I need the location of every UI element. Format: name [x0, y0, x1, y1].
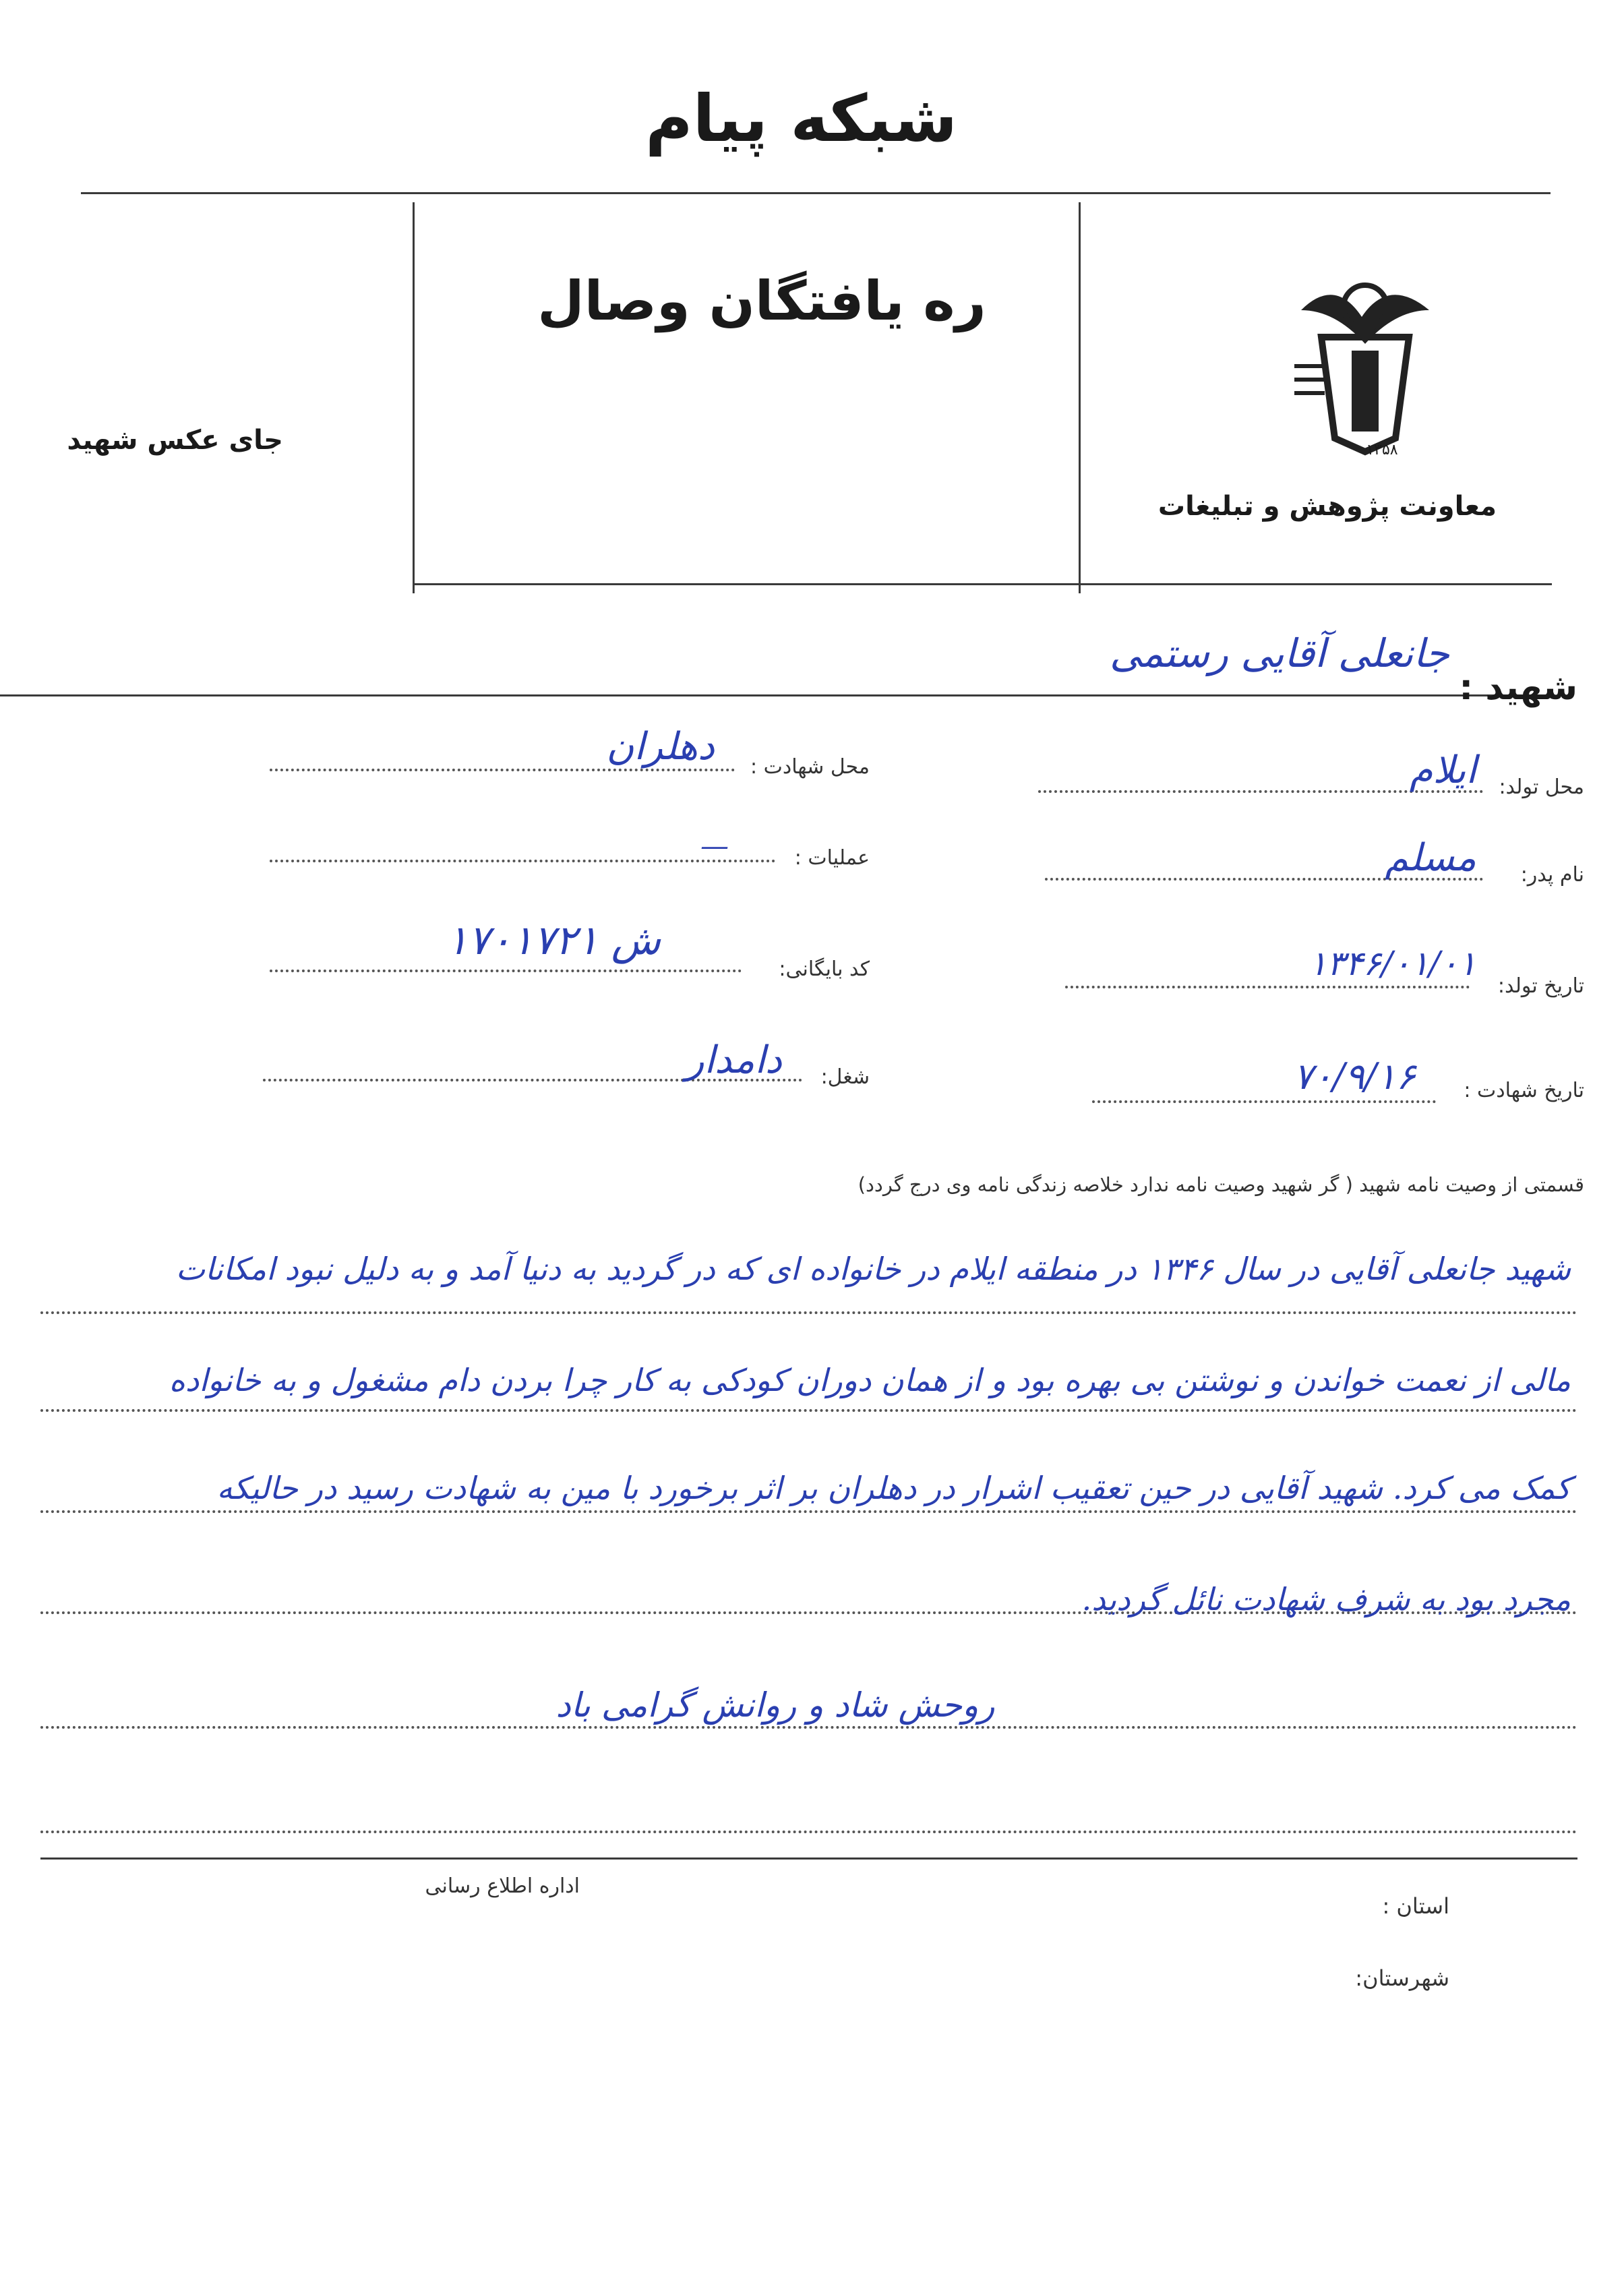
birth-date-line — [1065, 986, 1470, 988]
job-label: شغل: — [820, 1065, 870, 1089]
info-office: اداره اطلاع رسانی — [425, 1874, 580, 1898]
city-label: شهرستان: — [1355, 1965, 1449, 1991]
martyr-name: جانعلی آقایی رستمی — [1109, 630, 1449, 676]
father-label: نام پدر: — [1520, 863, 1584, 887]
photo-placeholder: جای عکس شهید — [67, 425, 283, 456]
operation-value: — — [700, 829, 729, 862]
operation-label: عملیات : — [794, 846, 870, 870]
will-rule-1 — [40, 1311, 1577, 1314]
will-line: شهید جانعلی آقایی در سال ۱۳۴۶ در منطقه ایلام در خانواده ای که در گردید به دنیا آمد و به دلیل نبود امکانات — [175, 1251, 1571, 1287]
department-name: معاونت پژوهش و تبلیغات — [1157, 491, 1497, 522]
name-row-rule — [0, 694, 1551, 696]
will-rule-2 — [40, 1409, 1577, 1412]
archive-code-value: ش ۱۷۰۱۷۲۱ — [446, 917, 661, 964]
header-top-rule — [81, 192, 1551, 194]
header-bottom-rule — [413, 583, 1552, 585]
province-label: استان : — [1382, 1893, 1449, 1919]
footer-rule — [40, 1857, 1577, 1860]
header-left-rule — [413, 202, 415, 593]
martyrdom-place-value: دهلران — [606, 725, 715, 769]
will-rule-5 — [40, 1726, 1577, 1729]
will-rule-3 — [40, 1510, 1577, 1513]
father-value: مسلم — [1385, 836, 1476, 880]
network-title: شبکه پیام — [645, 81, 957, 156]
will-line: کمک می کرد. شهید آقایی در حین تعقیب اشرار در دهلران بر اثر برخورد با مین به شهادت رسید در حالیکه — [216, 1470, 1571, 1506]
martyrdom-date-line — [1092, 1100, 1436, 1103]
will-rule-6 — [40, 1831, 1577, 1833]
martyrdom-place-label: محل شهادت : — [750, 755, 870, 779]
martyrdom-place-line — [270, 769, 735, 771]
will-line: روحش شاد و روانش گرامی باد — [555, 1686, 995, 1725]
header-right-rule — [1079, 202, 1081, 593]
archive-code-line — [270, 970, 742, 972]
birth-date-label: تاریخ تولد: — [1497, 974, 1584, 998]
will-line: مجرد بود به شرف شهادت نائل گردید. — [1081, 1581, 1571, 1617]
logo-year: ۱۳۵۸ — [1366, 442, 1398, 458]
job-value: دامدار — [686, 1038, 782, 1082]
birthplace-value: ایلام — [1409, 748, 1476, 792]
birth-date-value: ۱۳۴۶/۰۱/۰۱ — [1309, 944, 1476, 983]
archive-code-label: کد بایگانی: — [779, 957, 870, 981]
will-line: مالی از نعمت خواندن و نوشتن بی بهره بود و از همان دوران کودکی به کار چرا بردن دام مشغول و به خانواده — [169, 1362, 1571, 1398]
martyrdom-date-label: تاریخ شهادت : — [1464, 1079, 1584, 1102]
martyr-label: شهید : — [1459, 667, 1577, 708]
martyrdom-date-value: ۷۰/۹/۱۶ — [1293, 1055, 1416, 1098]
form-title: ره یافتگان وصال — [537, 270, 986, 332]
birthplace-label: محل تولد: — [1499, 775, 1584, 799]
will-intro: قسمتی از وصیت نامه شهید ( گر شهید وصیت نامه ندارد خلاصه زندگی نامه وی درج گردد) — [858, 1173, 1584, 1196]
